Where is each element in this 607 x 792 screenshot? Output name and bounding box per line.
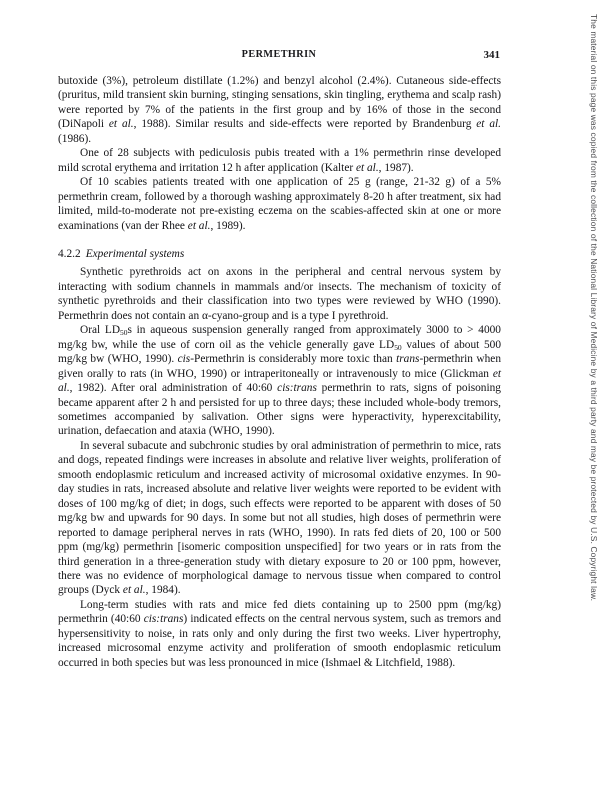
running-head-title: PERMETHRIN xyxy=(241,49,317,60)
paragraph-long-term-studies: Long-term studies with rats and mice fed diets containing up to 2500 ppm (mg/kg) permethrin (40:60 cis:trans) indicated effects on the central nervous system, such as tremors and hypersensitivity to noise, in rats only and only during the first two weeks. Liver hypertrophy, increased microsomal enzyme activity and proliferation of smooth endoplasmic reticulum occurred in both species but was less pronounced in mice (Ishmael & Litchfield, 1988). xyxy=(58,598,501,669)
running-head xyxy=(58,49,500,65)
section-number: 4.2.2 xyxy=(58,247,81,260)
paragraph-continuation: butoxide (3%), petroleum distillate (1.2%) and benzyl alcohol (2.4%). Cutaneous side-effects (pruritus, mild transient skin burning, stinging sensations, skin tingling, erythema and scalp rash) were reported by 7% of the patients in the first group and by 16% of those in the second (DiNapoli et al., 1988). Similar results and side-effects were reported by Brandenburg et al. (1986). xyxy=(58,75,501,145)
body-text-column xyxy=(58,74,501,670)
spacer-before-heading xyxy=(58,233,501,247)
library-copyright-notice xyxy=(583,0,605,640)
page-number: 341 xyxy=(483,49,500,61)
section-title: Experimental systems xyxy=(85,247,185,260)
paragraph-pediculosis: One of 28 subjects with pediculosis pubis treated with a 1% permethrin rinse developed mild scrotal erythema and irritation 12 h after application (Kalter et al., 1987). xyxy=(58,147,501,174)
paragraph-oral-ld50: Oral $LD_{50}s$ in aqueous suspension generally ranged from approximately 3000 to > 4000 mg/kg bw, while the use of corn oil as the vehicle generally gave $LD_{50}$ values of about 500 mg/kg bw (WHO, 1990). cis-Permethrin is considerably more toxic than trans-permethrin when given orally to rats (in WHO, 1990) or intraperitoneally or intravenously to mice (Glickman et al., 1982). After oral administration of 40:60 cis:trans permethrin to rats, signs of poisoning became apparent after 2 h and persisted for up to three days; these included whole-body tremors, sometimes accompanied by salivation. Other signs were hyperactivity, hyperexcitability, urination, defaecation and ataxia (WHO, 1990). xyxy=(58,324,501,438)
paragraph-subacute-studies: In several subacute and subchronic studies by oral administration of permethrin to mice, rats and dogs, repeated findings were increases in absolute and relative liver weights, proliferation of smooth endoplasmic reticulum and increased activity of microsomal oxidative enzymes. In 90-day studies in rats, increased absolute and relative liver weights were reported to be evident with doses of 100 mg/kg of diet; in dogs, such effects were reported to be apparent with doses of 50 mg/kg bw and upwards for 90 days. In some but not all studies, high doses of permethrin were reported to damage peripheral nerves in rats (WHO, 1990). In rats fed diets of 20, 100 or 500 ppm (mg/kg) permethrin [isomeric composition unspecified] for two years or in rats from the third generation in a three-generation study with dietary exposure to 20 or 100 ppm, however, there was no evidence of morphological damage to nervous tissue when compared to control groups (Dyck et al., 1984). xyxy=(58,439,501,597)
paragraph-scabies: Of 10 scabies patients treated with one application of 25 g (range, 21-32 g) of a 5% permethrin cream, followed by a thorough washing approximately 8-20 h after treatment, six had limited, mild-to-moderate not pre-existing eczema on the scabies-affected skin at one or more examinations (van der Rhee et al., 1989). xyxy=(58,176,501,232)
library-copyright-notice-text: The material on this page was copied from the collection of the National Library of Medicine by a third party and may be protected by U.S. Copyright law. xyxy=(589,14,599,602)
section-heading-experimental-systems xyxy=(58,247,501,261)
paragraph-mechanism: Synthetic pyrethroids act on axons in the peripheral and central nervous system by interacting with sodium channels in mammals and/or insects. The mechanism of toxicity of synthetic pyrethroids and their classification into two types were reviewed by WHO (1990). Permethrin does not contain an α-cyano-group and is a type I pyrethroid. xyxy=(58,266,501,322)
